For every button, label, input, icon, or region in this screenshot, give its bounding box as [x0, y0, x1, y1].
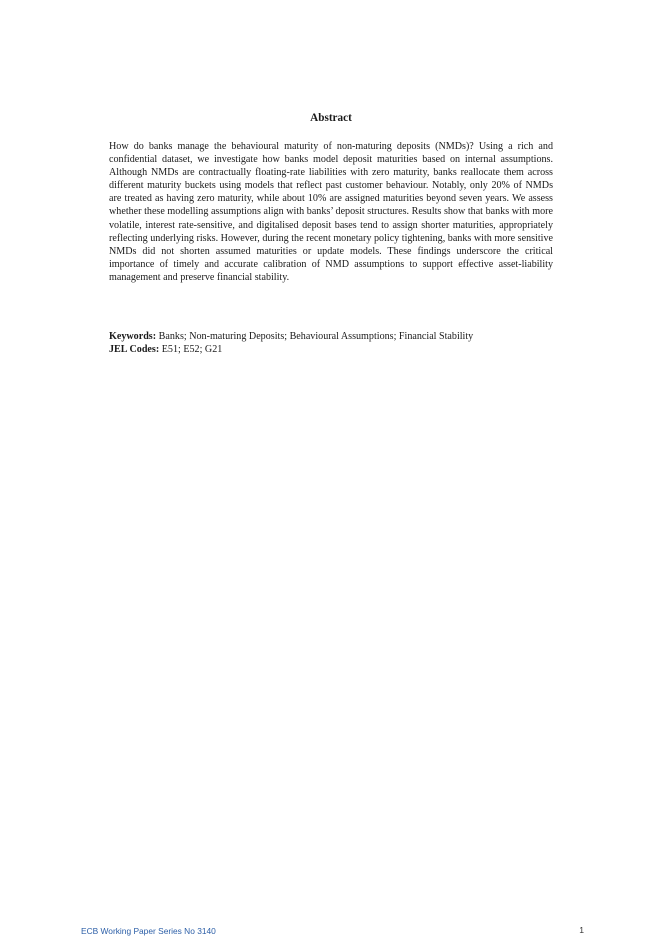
- keywords-value: Banks; Non-maturing Deposits; Behavioural Assumptions; Financial Stability: [158, 331, 474, 342]
- jel-codes-value: E51; E52; G21: [161, 344, 223, 356]
- abstract-heading: Abstract: [310, 112, 352, 124]
- working-paper-series-footer: ECB Working Paper Series No 3140: [81, 926, 216, 936]
- page-number: 1: [579, 925, 584, 935]
- jel-codes-line: [109, 343, 569, 356]
- jel-codes-label: JEL Codes:: [109, 344, 160, 356]
- keywords-label: Keywords:: [109, 331, 157, 342]
- paper-metadata: [109, 330, 569, 356]
- abstract-text: How do banks manage the behavioural maturity of non-maturing deposits (NMDs)? Using a rich and confidential dataset, we investigate how banks model deposit maturities based on internal assumptions. Although NMDs are contractually floating-rate liabilities with zero maturity, banks reallocate them across different maturity buckets using models that reflect past customer behaviour. Notably, only 20% of NMDs are treated as having zero maturity, while about 10% are assigned maturities beyond seven years. We assess whether these modelling assumptions align with banks’ deposit structures. Results show that banks with more volatile, interest rate-sensitive, and digitalised deposit bases tend to assign shorter maturities, appropriately reflecting underlying risks. However, during the recent monetary policy tightening, banks with more sensitive NMDs did not shorten assumed maturities or update models. These findings underscore the critical importance of timely and accurate calibration of NMD assumptions to support effective asset-liability management and preserve financial stability.: [109, 141, 553, 283]
- keywords-line: [109, 330, 569, 343]
